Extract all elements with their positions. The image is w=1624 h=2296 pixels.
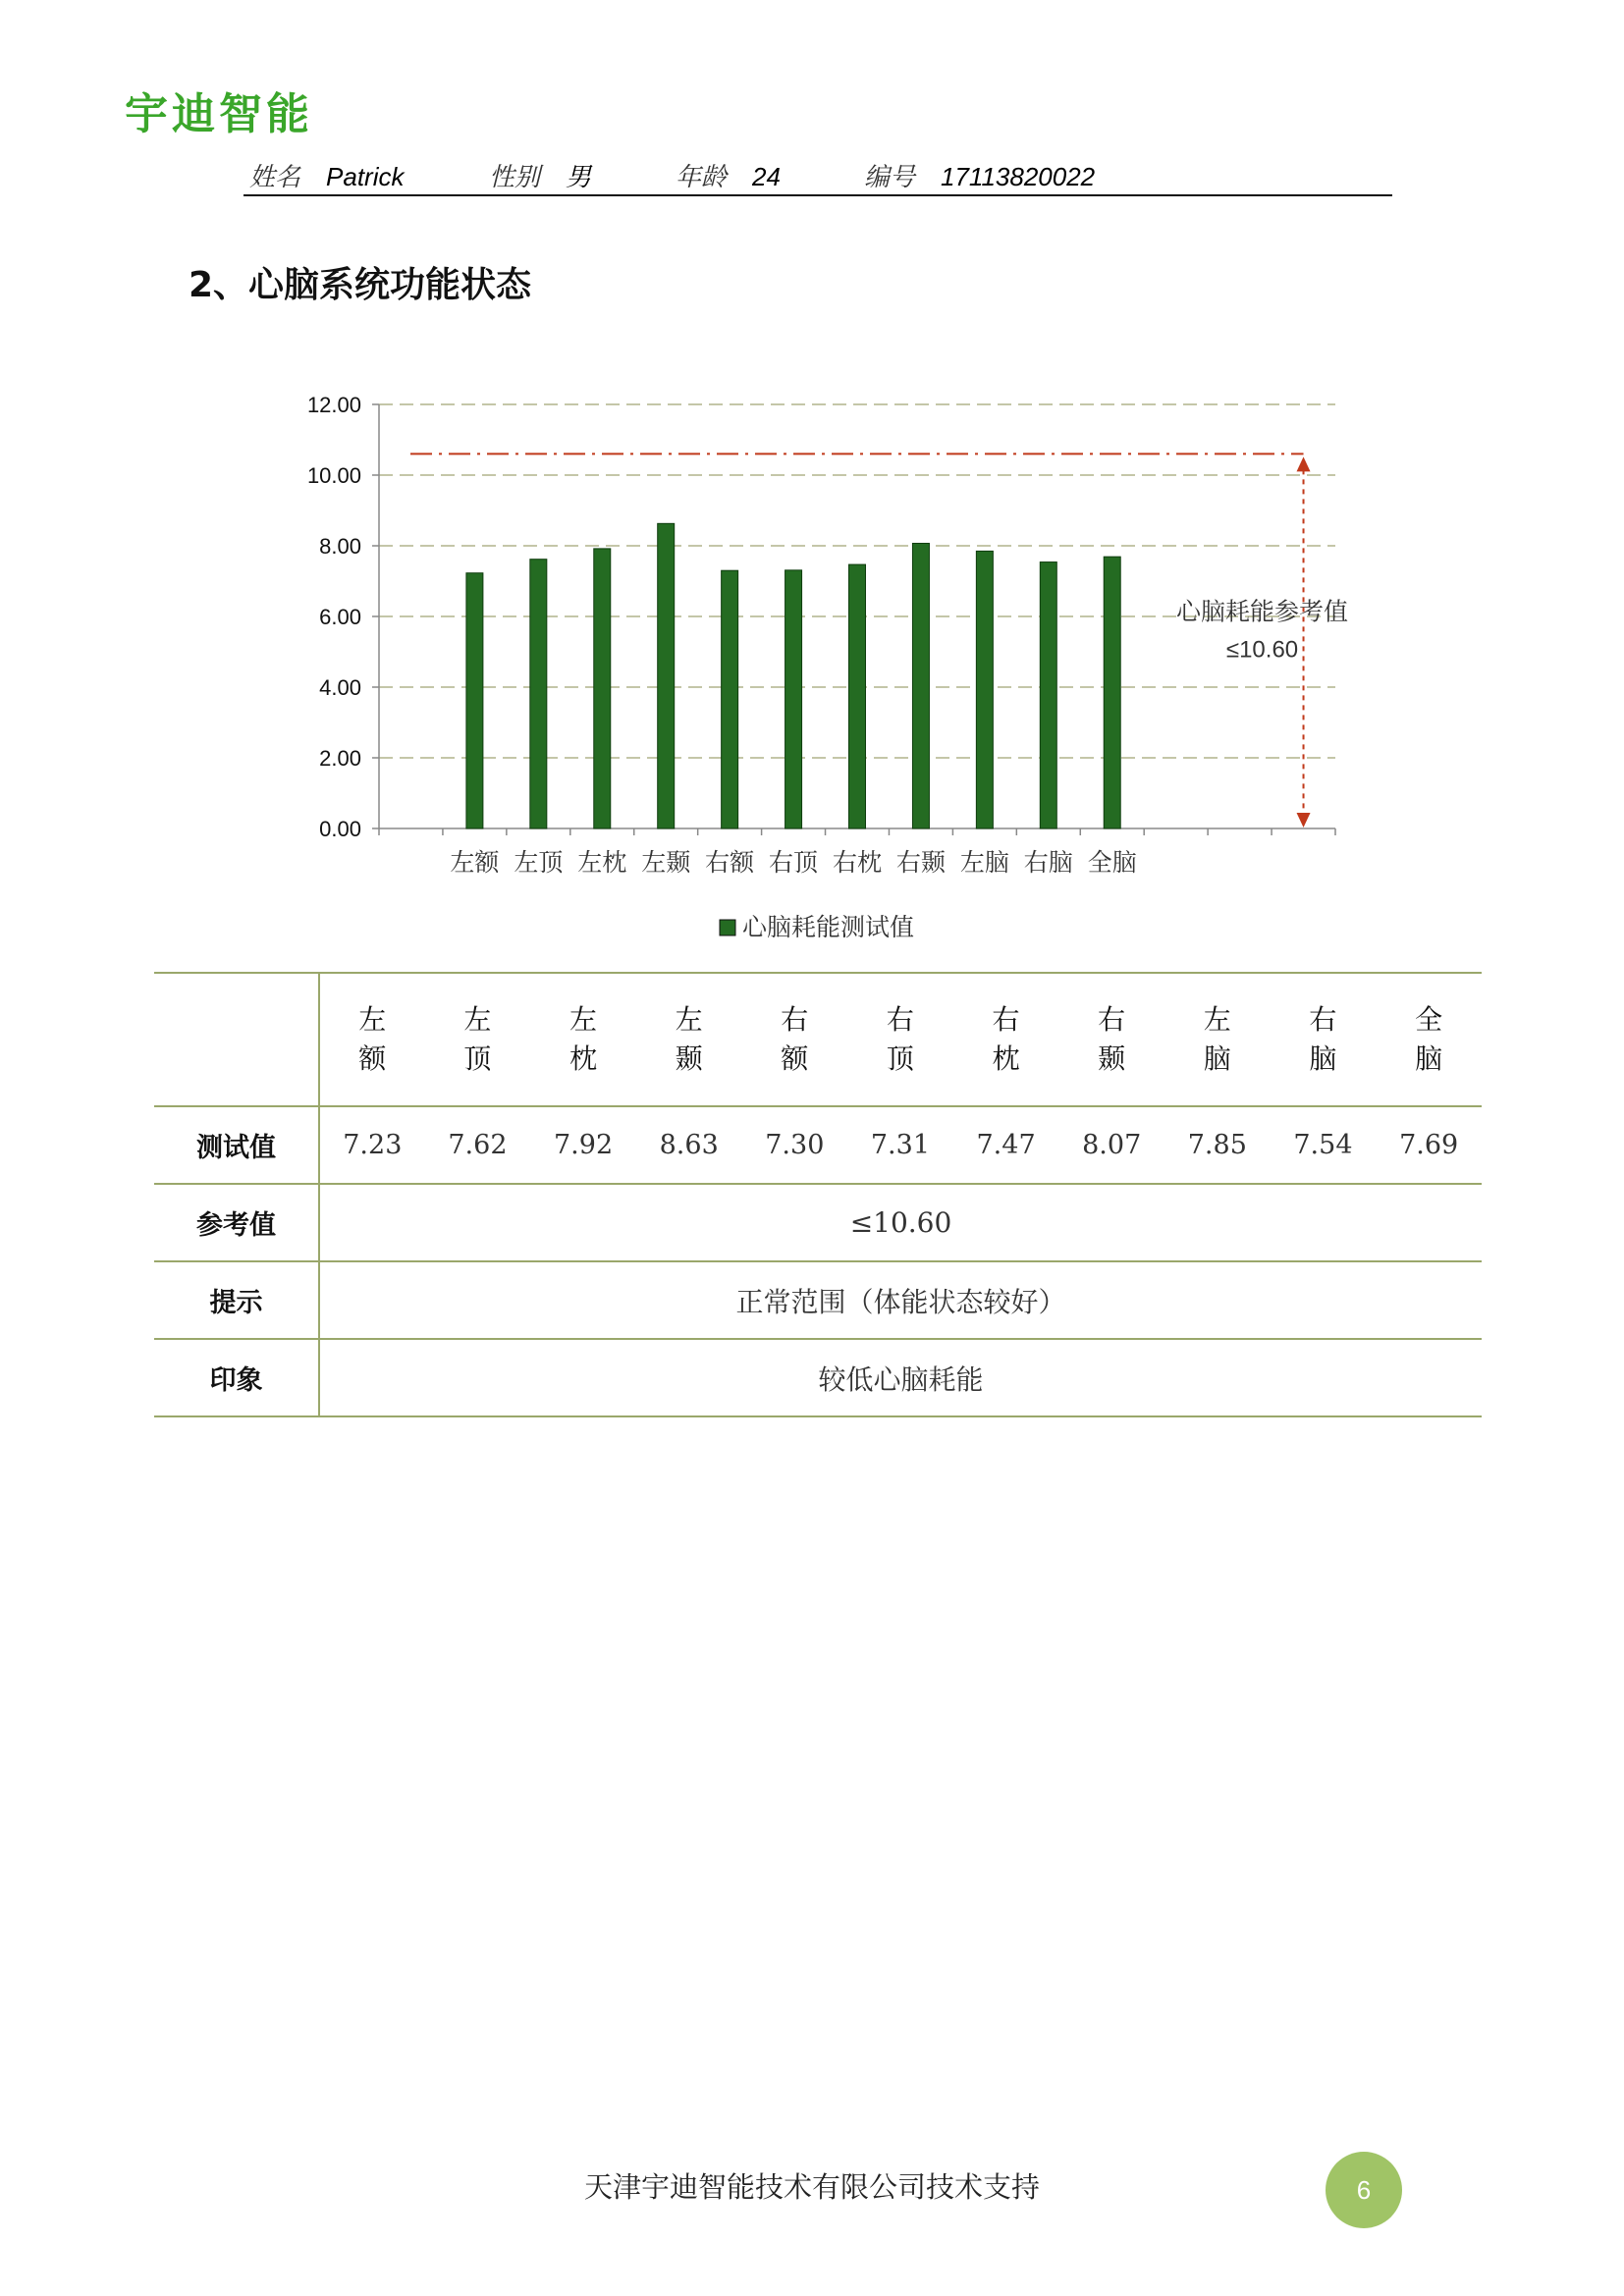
column-header: 左 额 xyxy=(319,973,425,1106)
reference-label: 参考值 xyxy=(154,1184,319,1261)
y-tick-label: 0.00 xyxy=(319,817,361,841)
gender-label: 性别 xyxy=(489,162,541,191)
legend-label: 心脑耗能测试值 xyxy=(742,913,915,941)
reference-annotation xyxy=(410,454,1348,828)
patient-info-header xyxy=(244,155,1392,196)
page-number-badge: 6 xyxy=(1326,2152,1402,2228)
footer-text: 天津宇迪智能技术有限公司技术支持 xyxy=(583,2170,1040,2204)
id-value: 17113820022 xyxy=(941,162,1096,191)
impression-row xyxy=(154,1339,1482,1416)
bar-7 xyxy=(849,564,866,828)
bar-9 xyxy=(976,551,993,828)
column-header: 左 颞 xyxy=(636,973,742,1106)
test-value-cell: 7.31 xyxy=(847,1106,953,1184)
age-label: 年龄 xyxy=(676,162,728,191)
bar-8 xyxy=(912,543,929,828)
bar-6 xyxy=(785,570,802,828)
x-tick-label: 右额 xyxy=(705,848,755,877)
age-field xyxy=(676,157,781,193)
test-value-cell: 7.54 xyxy=(1271,1106,1377,1184)
y-tick-label: 10.00 xyxy=(306,463,361,488)
reference-value: ≤10.60 xyxy=(319,1184,1482,1261)
x-tick-label: 左顶 xyxy=(514,848,564,877)
chart-bars xyxy=(466,523,1120,828)
y-tick-label: 12.00 xyxy=(306,393,361,417)
chart-y-tick-labels xyxy=(307,393,361,841)
y-tick-label: 6.00 xyxy=(319,605,361,629)
x-tick-label: 右枕 xyxy=(832,848,883,877)
x-tick-label: 左额 xyxy=(450,848,500,877)
bar-11 xyxy=(1104,557,1120,828)
x-tick-label: 右颞 xyxy=(895,848,946,877)
y-tick-label: 4.00 xyxy=(319,675,361,700)
test-value-cell: 7.62 xyxy=(425,1106,531,1184)
table-header-row xyxy=(154,973,1482,1106)
reference-label-value: ≤10.60 xyxy=(1225,636,1299,664)
test-value-cell: 7.85 xyxy=(1164,1106,1271,1184)
x-tick-label: 右脑 xyxy=(1023,848,1073,877)
hint-value: 正常范围（体能状态较好） xyxy=(319,1261,1482,1339)
x-tick-label: 左枕 xyxy=(577,848,627,877)
bar-10 xyxy=(1040,562,1056,828)
hint-row xyxy=(154,1261,1482,1339)
column-header: 右 颞 xyxy=(1058,973,1164,1106)
impression-label: 印象 xyxy=(154,1339,319,1416)
column-header: 左 顶 xyxy=(425,973,531,1106)
chart-legend xyxy=(720,913,914,941)
column-header: 右 顶 xyxy=(847,973,953,1106)
test-value-row xyxy=(154,1106,1482,1184)
column-header: 右 额 xyxy=(742,973,848,1106)
test-value-cell: 8.07 xyxy=(1058,1106,1164,1184)
section-title: 2、心脑系统功能状态 xyxy=(189,265,532,305)
chart-x-tick-labels xyxy=(450,848,1136,877)
x-tick-label: 右顶 xyxy=(769,848,819,877)
x-tick-label: 左颞 xyxy=(641,848,691,877)
legend-swatch xyxy=(720,920,735,935)
test-value-cell: 7.23 xyxy=(319,1106,425,1184)
test-value-cell: 7.47 xyxy=(953,1106,1059,1184)
y-tick-label: 8.00 xyxy=(319,534,361,559)
brain-energy-bar-chart xyxy=(265,373,1384,962)
y-tick-label: 2.00 xyxy=(319,746,361,771)
gender-field xyxy=(489,157,591,193)
test-value-cell: 7.30 xyxy=(742,1106,848,1184)
bar-2 xyxy=(530,560,547,828)
test-value-cell: 7.92 xyxy=(530,1106,636,1184)
reference-row xyxy=(154,1184,1482,1261)
column-header: 右 脑 xyxy=(1271,973,1377,1106)
reference-arrow-down-head xyxy=(1297,813,1311,828)
column-header: 全 脑 xyxy=(1376,973,1482,1106)
table-corner-cell xyxy=(154,973,319,1106)
id-label: 编号 xyxy=(864,162,916,191)
id-field xyxy=(864,157,1095,193)
name-field xyxy=(249,157,404,193)
test-value-cell: 8.63 xyxy=(636,1106,742,1184)
column-header: 左 脑 xyxy=(1164,973,1271,1106)
reference-label-title: 心脑耗能参考值 xyxy=(1176,597,1349,626)
bar-4 xyxy=(658,523,675,828)
name-label: 姓名 xyxy=(249,162,301,191)
column-header: 右 枕 xyxy=(953,973,1059,1106)
company-logo: 宇迪智能 xyxy=(125,89,313,139)
bar-5 xyxy=(722,570,738,828)
bar-3 xyxy=(594,549,611,828)
hint-label: 提示 xyxy=(154,1261,319,1339)
x-tick-label: 全脑 xyxy=(1087,848,1137,877)
age-value: 24 xyxy=(752,162,781,191)
column-header: 左 枕 xyxy=(530,973,636,1106)
reference-arrow-up-head xyxy=(1297,456,1311,471)
summary-table xyxy=(154,972,1482,1417)
impression-value: 较低心脑耗能 xyxy=(319,1339,1482,1416)
bar-1 xyxy=(466,573,483,828)
x-tick-label: 左脑 xyxy=(959,848,1009,877)
gender-value: 男 xyxy=(566,162,592,191)
test-value-cell: 7.69 xyxy=(1376,1106,1482,1184)
test-value-label: 测试值 xyxy=(154,1106,319,1184)
name-value: Patrick xyxy=(326,162,405,191)
